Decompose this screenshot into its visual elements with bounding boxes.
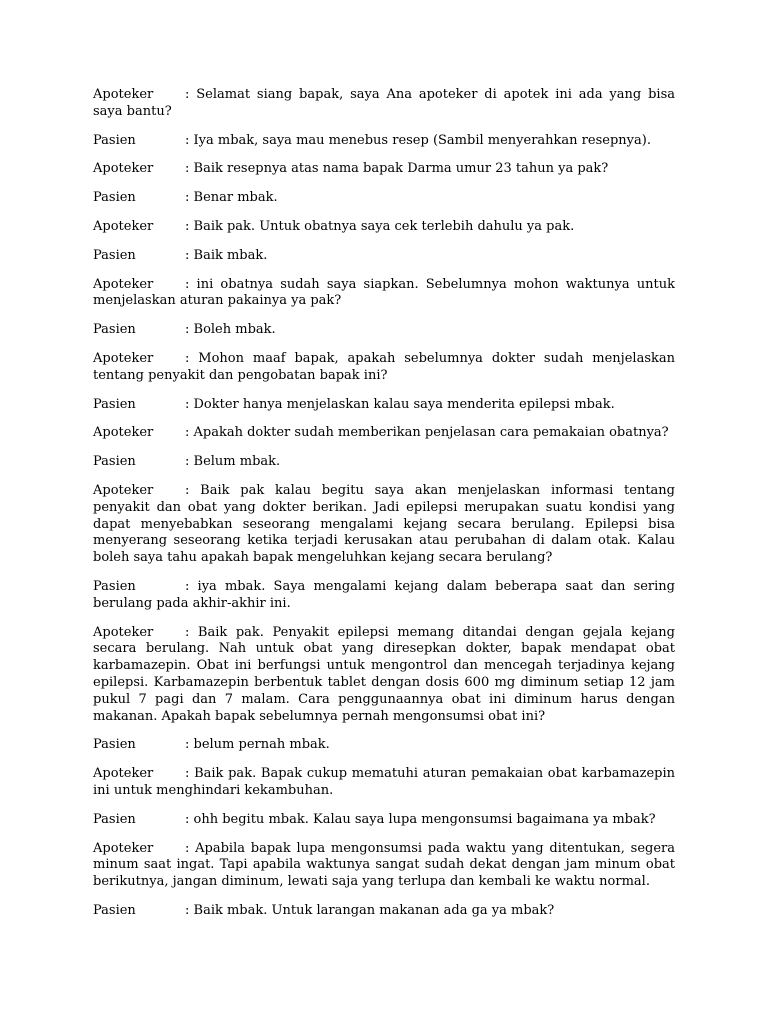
dialogue-text: : belum pernah mbak. [185,737,330,753]
dialogue-text: : Apabila bapak lupa mengonsumsi pada waktu yang ditentukan, segera minum saat ingat. Tapi apabila waktunya sangat sudah dekat dengan jam minum obat berikutnya, jangan diminum, lewati saja yang terlupa dan kembali ke waktu normal. [93,840,675,890]
speaker-label: Pasien [93,737,136,753]
dialogue-text: : ini obatnya sudah saya siapkan. Sebelumnya mohon waktunya untuk menjelaskan aturan pakainya ya pak? [93,276,675,309]
dialogue-turn [93,190,675,207]
dialogue-turn [93,454,675,471]
speaker-label: Pasien [93,902,136,918]
dialogue-turn [93,397,675,414]
dialogue-turn [93,161,675,178]
speaker-label: Pasien [93,190,136,206]
speaker-label: Apoteker [93,624,154,640]
dialogue-text: : Baik pak. Untuk obatnya saya cek terlebih dahulu ya pak. [185,218,575,234]
dialogue-turn [93,351,675,385]
dialogue-turn [93,277,675,311]
speaker-label: Apoteker [93,276,154,292]
dialogue-turn [93,625,675,726]
speaker-label: Apoteker [93,766,154,782]
speaker-label: Apoteker [93,161,154,177]
speaker-label: Apoteker [93,87,154,102]
document-page [93,87,675,932]
dialogue-text: : Iya mbak, saya mau menebus resep (Sambil menyerahkan resepnya). [185,132,651,148]
speaker-label: Apoteker [93,350,154,366]
dialogue-text: : Boleh mbak. [185,322,276,338]
dialogue-turn [93,841,675,891]
dialogue-turn [93,248,675,265]
dialogue-text: : Apakah dokter sudah memberikan penjelasan cara pemakaian obatnya? [185,425,669,441]
dialogue-turn [93,87,675,121]
dialogue-turn [93,425,675,442]
speaker-label: Pasien [93,578,136,594]
speaker-label: Apoteker [93,482,154,498]
dialogue-turn [93,483,675,567]
speaker-label: Apoteker [93,218,154,234]
dialogue-text: : Baik mbak. Untuk larangan makanan ada ga ya mbak? [185,902,555,918]
speaker-label: Pasien [93,454,136,470]
dialogue-text: : Dokter hanya menjelaskan kalau saya menderita epilepsi mbak. [185,396,615,412]
dialogue-turn [93,133,675,150]
dialogue-text: : Baik mbak. [185,247,268,263]
dialogue-text: : Mohon maaf bapak, apakah sebelumnya dokter sudah menjelaskan tentang penyakit dan pengobatan bapak ini? [93,350,675,383]
speaker-label: Pasien [93,247,136,263]
dialogue-text: : Baik pak kalau begitu saya akan menjelaskan informasi tentang penyakit dan obat yang dokter berikan. Jadi epilepsi merupakan suatu kondisi yang dapat menyebabkan seseorang mengalami kejang secara berulang. Epilepsi bisa menyerang seseorang ketika terjadi kerusakan atau perubahan di dalam otak. Kalau boleh saya tahu apakah bapak mengeluhkan kejang secara berulang? [93,482,675,566]
dialogue-text: : Baik pak. Penyakit epilepsi memang ditandai dengan gejala kejang secara berulang. Nah untuk obat yang diresepkan dokter, bapak mendapat obat karbamazepin. Obat ini berfungsi untuk mengontrol dan mencegah terjadinya kejang epilepsi. Karbamazepin berbentuk tablet dengan dosis 600 mg diminum setiap 12 jam pukul 7 pagi dan 7 malam. Cara penggunaannya obat ini diminum harus dengan makanan. Apakah bapak sebelumnya pernah mengonsumsi obat ini? [93,624,675,724]
dialogue-turn [93,322,675,339]
speaker-label: Pasien [93,322,136,338]
dialogue-text: : Baik pak. Bapak cukup mematuhi aturan pemakaian obat karbamazepin ini untuk menghindari kekambuhan. [93,766,675,798]
dialogue-text: : Selamat siang bapak, saya Ana apoteker di apotek ini ada yang bisa saya bantu? [93,87,675,119]
dialogue-turn [93,579,675,613]
dialogue-turn [93,903,675,920]
dialogue-text: : Benar mbak. [185,190,278,206]
speaker-label: Pasien [93,811,136,827]
dialogue-turn [93,812,675,829]
dialogue-text: : Baik resepnya atas nama bapak Darma umur 23 tahun ya pak? [185,161,609,177]
dialogue-text: : Belum mbak. [185,454,281,470]
dialogue-text: : iya mbak. Saya mengalami kejang dalam beberapa saat dan sering berulang pada akhir-akhir ini. [93,578,675,611]
speaker-label: Apoteker [93,840,154,856]
dialogue-turn [93,766,675,800]
speaker-label: Pasien [93,396,136,412]
speaker-label: Pasien [93,132,136,148]
speaker-label: Apoteker [93,425,154,441]
dialogue-turn [93,737,675,754]
dialogue-text: : ohh begitu mbak. Kalau saya lupa mengonsumsi bagaimana ya mbak? [185,811,656,827]
dialogue-turn [93,219,675,236]
